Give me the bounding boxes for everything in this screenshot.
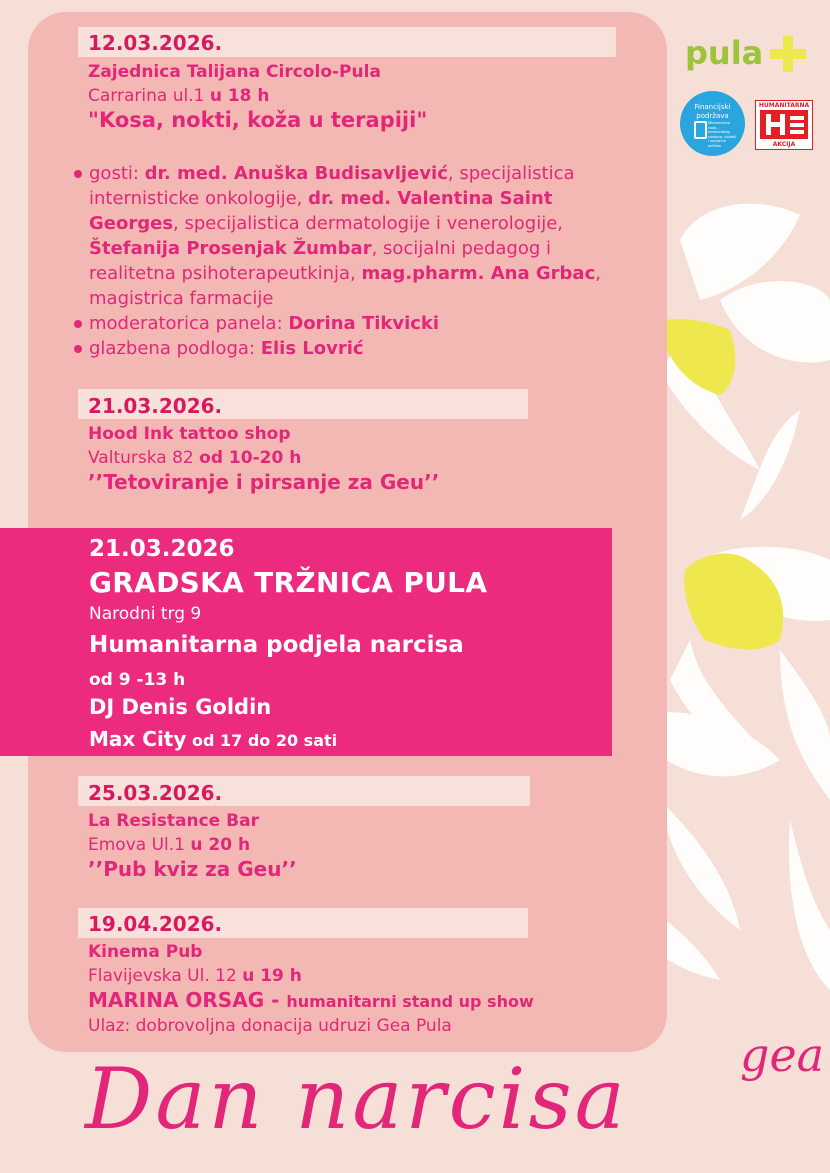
address-text: Flavijevska Ul. 12: [88, 966, 237, 986]
guest-name: dr. med. Valentina Saint Georges: [89, 188, 553, 234]
event-time: u 18 h: [209, 86, 270, 106]
list-item: [74, 336, 634, 361]
event-date: 19.04.2026.: [88, 912, 223, 936]
event-address: [88, 86, 270, 106]
ministry-small-text: Ministarstvo rada, mirovinskog sustava, obitelji i socijalne politike: [708, 121, 737, 148]
event-venue: Hood Ink tattoo shop: [88, 424, 291, 444]
event-venue: Kinema Pub: [88, 942, 203, 962]
address-text: Emova Ul.1: [88, 835, 191, 855]
event-title: "Kosa, nokti, koža u terapiji": [88, 108, 428, 132]
humanitarna-label: HUMANITARNA: [758, 102, 810, 109]
list-item: [74, 161, 634, 311]
guest-list: [74, 161, 634, 361]
event-time: u 20 h: [190, 835, 251, 855]
featured-time: od 9 -13 h: [89, 670, 186, 690]
event-title: [88, 988, 534, 1012]
moderator-label: moderatorica panela:: [89, 313, 289, 334]
ministry-label-1: Financijski: [694, 103, 731, 111]
event-venue: Zajednica Talijana Circolo-Pula: [88, 62, 381, 82]
poster-title: Dan narcisa: [85, 1050, 628, 1148]
event-time: od 10-20 h: [199, 448, 302, 468]
event-date: 25.03.2026.: [88, 781, 223, 805]
ministry-label-2: podržava: [696, 112, 729, 120]
featured-event-name: Humanitarna podjela narcisa: [89, 632, 464, 658]
pula-logo-text: pula: [685, 34, 764, 72]
music-name: Elis Lovrić: [260, 338, 364, 359]
featured-date: 21.03.2026: [89, 536, 235, 562]
address-text: Carrarina ul.1: [88, 86, 205, 106]
show-type: humanitarni stand up show: [286, 992, 534, 1011]
music-label: glazbena podloga:: [89, 338, 261, 359]
guest-text: , magistrica farmacije: [89, 263, 601, 309]
event-title: ’’Tetoviranje i pirsanje za Geu’’: [88, 470, 440, 494]
bullet-dot: [74, 345, 82, 353]
event-date: 12.03.2026.: [88, 31, 223, 55]
max-city-label: Max City: [89, 727, 187, 751]
bullet-dot: [74, 320, 82, 328]
featured-address: Narodni trg 9: [89, 604, 202, 624]
ministry-logo: [680, 91, 745, 156]
humanitarna-emblem-icon: [760, 110, 808, 139]
event-address: [88, 835, 250, 855]
akcija-label: AKCIJA: [772, 141, 796, 148]
event-time: u 19 h: [242, 966, 302, 986]
event-address: [88, 448, 301, 468]
guest-text: , specijalistica internisticke onkologije,: [89, 163, 575, 209]
event-address: [88, 966, 302, 986]
event-venue: La Resistance Bar: [88, 811, 259, 831]
entry-note: Ulaz: dobrovoljna donacija udruzi Gea Pula: [88, 1016, 452, 1036]
humanitarna-akcija-logo: [755, 100, 813, 150]
performer-name: MARINA ORSAG -: [88, 988, 280, 1012]
guest-text: , socijalni pedagog i realitetna psihoterapeutkinja,: [89, 238, 552, 284]
guest-text: , specijalistica dermatologije i venerologije,: [173, 213, 564, 234]
moderator-name: Dorina Tikvicki: [288, 313, 440, 334]
event-date: 21.03.2026.: [88, 394, 223, 418]
event-title: ’’Pub kviz za Geu’’: [88, 857, 297, 881]
featured-dj: DJ Denis Goldin: [89, 695, 272, 719]
address-text: Valturska 82: [88, 448, 194, 468]
plus-icon: [770, 36, 806, 72]
guest-name: mag.pharm. Ana Grbac: [361, 263, 596, 284]
max-city-time: od 17 do 20 sati: [186, 731, 338, 750]
guest-text: gosti:: [89, 163, 145, 184]
gea-logo: gea: [740, 1028, 825, 1082]
pula-plus-logo: [685, 34, 810, 74]
guest-name: dr. med. Anuška Budisavljević: [144, 163, 448, 184]
featured-title: GRADSKA TRŽNICA PULA: [89, 566, 488, 599]
bullet-dot: [74, 170, 82, 178]
guest-name: Štefanija Prosenjak Žumbar: [89, 238, 372, 259]
featured-max-city: [89, 727, 337, 751]
list-item: [74, 311, 634, 336]
ministry-emblem-icon: [694, 121, 707, 139]
featured-event: [0, 528, 612, 756]
